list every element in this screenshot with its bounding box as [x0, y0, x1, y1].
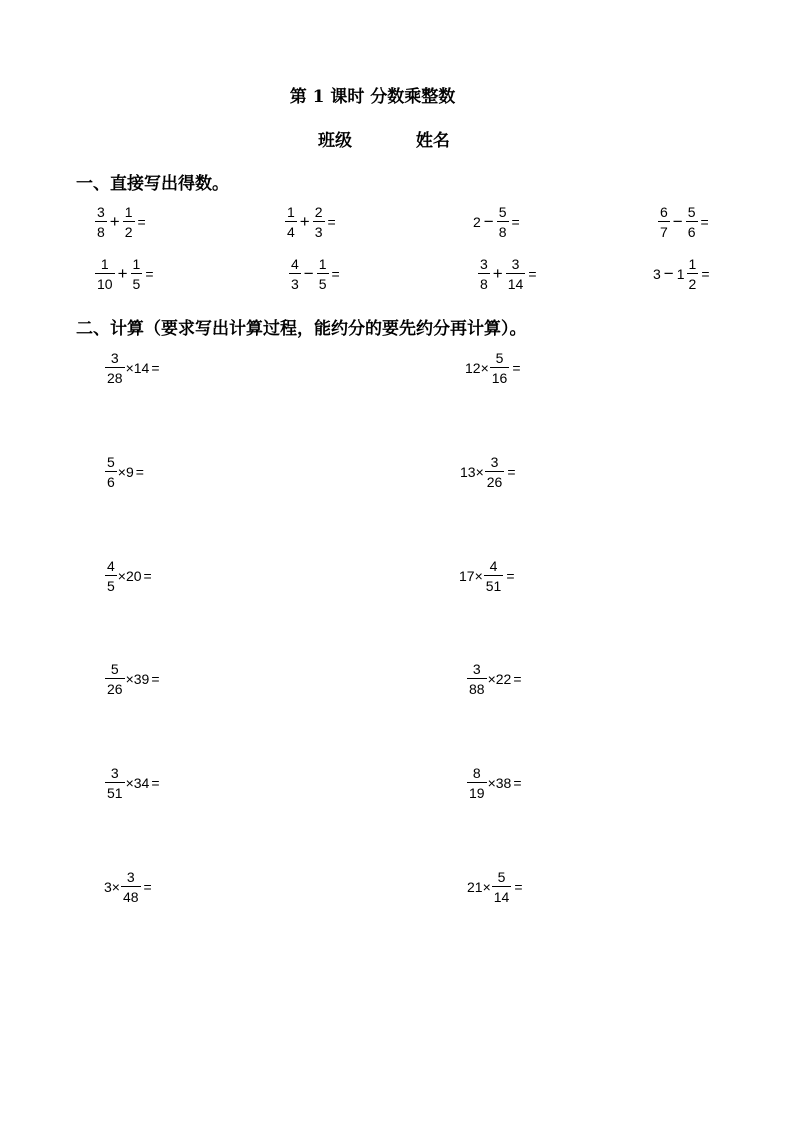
name-label: 姓名	[415, 131, 450, 151]
multiplier: 3×	[104, 879, 120, 895]
denominator: 14	[492, 886, 512, 904]
operator: +	[299, 212, 310, 231]
denominator: 8	[478, 273, 490, 291]
calc-problem	[467, 870, 523, 904]
operator: −	[663, 264, 674, 283]
multiplier: ×38	[487, 775, 512, 791]
fraction	[485, 455, 505, 489]
multiplier: ×22	[487, 671, 512, 687]
denominator: 19	[467, 782, 487, 800]
equals-sign: =	[137, 214, 146, 230]
numerator: 5	[498, 204, 507, 220]
denominator: 8	[95, 221, 107, 239]
multiplier: 13×	[460, 464, 484, 480]
denominator: 26	[485, 471, 505, 489]
mixed-whole: 1	[676, 266, 685, 282]
multiplier: ×34	[125, 775, 150, 791]
equals-sign: =	[506, 568, 515, 584]
equals-sign: =	[511, 214, 520, 230]
fraction	[289, 257, 301, 291]
calc-problem	[104, 351, 160, 385]
numerator: 4	[107, 558, 115, 574]
equals-sign: =	[143, 879, 152, 895]
numerator: 1	[287, 204, 295, 220]
operator: −	[303, 264, 314, 283]
section-1-title: 一、直接写出得数。	[76, 174, 229, 194]
denominator: 7	[658, 221, 670, 239]
fraction	[95, 205, 107, 239]
fraction	[95, 257, 115, 291]
numerator: 5	[107, 454, 115, 470]
fraction	[492, 870, 512, 904]
denominator: 2	[687, 273, 699, 291]
calc-problem	[104, 455, 144, 489]
equals-sign: =	[513, 775, 522, 791]
fraction	[313, 205, 325, 239]
multiplier: 21×	[467, 879, 491, 895]
fraction	[131, 257, 143, 291]
oral-problem	[94, 257, 154, 291]
student-info	[318, 126, 450, 151]
operator: −	[672, 212, 683, 231]
calc-problem	[104, 766, 160, 800]
oral-problem	[288, 257, 340, 291]
multiplier: 17×	[459, 568, 483, 584]
multiplier: 12×	[465, 360, 489, 376]
integer: 3	[653, 266, 661, 282]
equals-sign: =	[151, 775, 160, 791]
numerator: 3	[126, 869, 135, 885]
numerator: 3	[110, 350, 119, 366]
numerator: 1	[318, 256, 327, 272]
numerator: 3	[472, 661, 481, 677]
fraction	[105, 766, 125, 800]
fraction	[467, 662, 487, 696]
equals-sign: =	[151, 671, 160, 687]
multiplier: ×39	[125, 671, 150, 687]
numerator: 5	[687, 204, 696, 220]
denominator: 5	[317, 273, 329, 291]
numerator: 3	[97, 204, 105, 220]
denominator: 51	[105, 782, 125, 800]
denominator: 2	[123, 221, 135, 239]
denominator: 6	[686, 221, 698, 239]
numerator: 3	[480, 256, 488, 272]
fraction	[121, 870, 141, 904]
multiplier: ×14	[125, 360, 150, 376]
fraction	[105, 559, 117, 593]
denominator: 10	[95, 273, 115, 291]
oral-problem	[94, 205, 146, 239]
calc-problem	[104, 662, 160, 696]
denominator: 3	[313, 221, 325, 239]
numerator: 1	[124, 204, 133, 220]
numerator: 5	[495, 350, 504, 366]
denominator: 3	[289, 273, 301, 291]
denominator: 5	[105, 575, 117, 593]
fraction	[686, 205, 698, 239]
numerator: 1	[688, 256, 697, 272]
equals-sign: =	[513, 671, 522, 687]
equals-sign: =	[512, 360, 521, 376]
equals-sign: =	[528, 266, 537, 282]
numerator: 8	[472, 765, 481, 781]
operator: +	[492, 264, 503, 283]
numerator: 2	[314, 204, 323, 220]
equals-sign: =	[145, 266, 154, 282]
equals-sign: =	[143, 568, 152, 584]
fraction	[105, 455, 117, 489]
numerator: 3	[110, 765, 119, 781]
fraction	[105, 351, 125, 385]
denominator: 26	[105, 678, 125, 696]
equals-sign: =	[514, 879, 523, 895]
calc-problem	[459, 559, 515, 593]
equals-sign: =	[331, 266, 340, 282]
oral-problem	[472, 205, 520, 239]
oral-problem	[477, 257, 537, 291]
calc-problem	[466, 766, 522, 800]
fraction	[317, 257, 329, 291]
numerator: 1	[100, 256, 109, 272]
equals-sign: =	[507, 464, 516, 480]
numerator: 4	[489, 558, 498, 574]
oral-problem	[652, 257, 710, 291]
fraction	[687, 257, 699, 291]
fraction	[105, 662, 125, 696]
fraction	[506, 257, 526, 291]
fraction	[285, 205, 297, 239]
calc-problem	[104, 870, 152, 904]
denominator: 28	[105, 367, 125, 385]
numerator: 3	[511, 256, 520, 272]
equals-sign: =	[151, 360, 160, 376]
numerator: 1	[132, 256, 141, 272]
operator: +	[109, 212, 120, 231]
numerator: 4	[291, 256, 299, 272]
denominator: 6	[105, 471, 117, 489]
multiplier: ×9	[117, 464, 134, 480]
calc-problem	[104, 559, 152, 593]
calc-problem	[460, 455, 516, 489]
numerator: 6	[660, 204, 668, 220]
page-title: 第 1 课时 分数乘整数	[289, 87, 456, 107]
calc-problem	[465, 351, 521, 385]
equals-sign: =	[327, 214, 336, 230]
denominator: 14	[506, 273, 526, 291]
section-2-title: 二、计算（要求写出计算过程，能约分的要先约分再计算）。	[76, 319, 527, 339]
denominator: 4	[285, 221, 297, 239]
equals-sign: =	[700, 214, 709, 230]
denominator: 48	[121, 886, 141, 904]
integer: 2	[473, 214, 481, 230]
denominator: 8	[497, 221, 509, 239]
calc-problem	[466, 662, 522, 696]
operator: +	[117, 264, 128, 283]
fraction	[123, 205, 135, 239]
operator: −	[483, 212, 494, 231]
fraction	[658, 205, 670, 239]
fraction	[484, 559, 504, 593]
fraction	[478, 257, 490, 291]
multiplier: ×20	[117, 568, 142, 584]
denominator: 88	[467, 678, 487, 696]
denominator: 51	[484, 575, 504, 593]
equals-sign: =	[135, 464, 144, 480]
numerator: 5	[110, 661, 119, 677]
equals-sign: =	[701, 266, 710, 282]
oral-problem	[657, 205, 709, 239]
fraction	[490, 351, 510, 385]
numerator: 3	[490, 454, 499, 470]
fraction	[467, 766, 487, 800]
fraction	[497, 205, 509, 239]
denominator: 5	[131, 273, 143, 291]
numerator: 5	[497, 869, 506, 885]
denominator: 16	[490, 367, 510, 385]
class-label: 班级	[318, 131, 352, 151]
oral-problem	[284, 205, 336, 239]
